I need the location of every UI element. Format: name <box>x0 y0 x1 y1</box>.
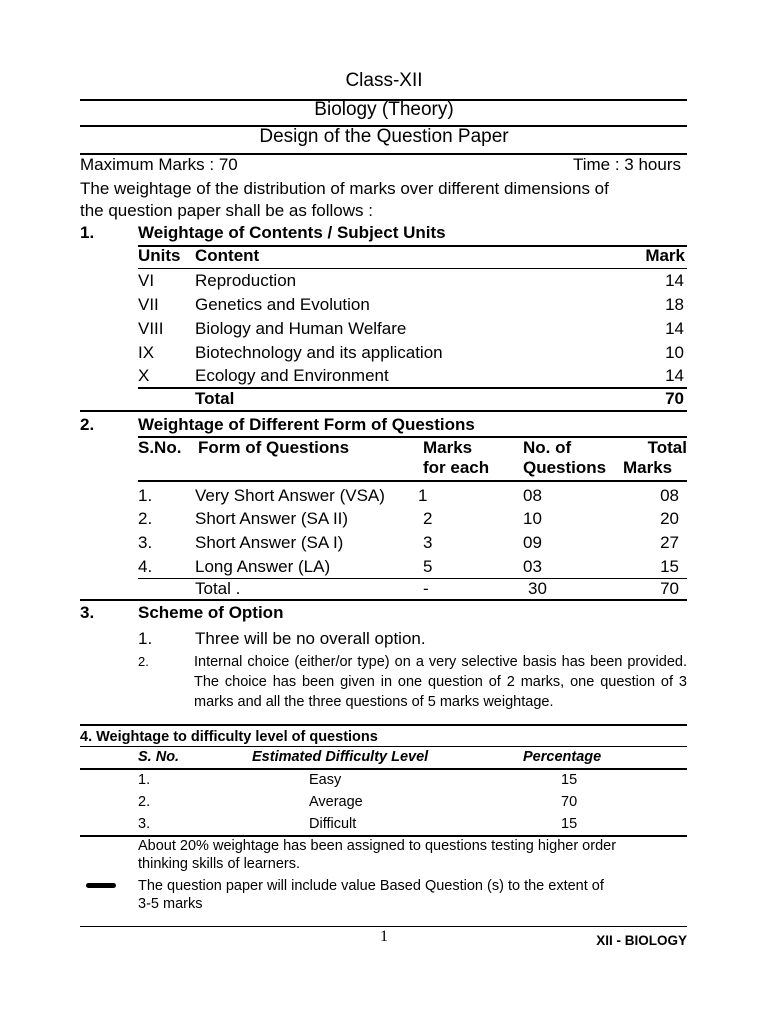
table-cell-unit: VIII <box>138 319 164 338</box>
section-number: 2. <box>80 415 95 434</box>
total-label: Total . <box>195 579 241 598</box>
table-cell-unit: VI <box>138 271 155 290</box>
table-cell-sno: 2. <box>138 509 153 528</box>
table-cell-sno: 4. <box>138 557 153 576</box>
total-label: Total <box>195 389 235 408</box>
running-title: XII - BIOLOGY <box>596 933 687 948</box>
max-marks: Maximum Marks : 70 <box>80 155 238 174</box>
note-text: About 20% weightage has been assigned to questions testing higher order <box>138 838 617 854</box>
table-cell-percentage: 15 <box>561 772 578 788</box>
table-cell-difficulty: Average <box>309 794 363 810</box>
table-cell-total: 15 <box>660 557 679 576</box>
section-title: Scheme of Option <box>138 603 284 622</box>
table-cell-marks: 3 <box>423 533 433 552</box>
section-title: 4. Weightage to difficulty level of questions <box>80 729 378 745</box>
table-cell-mark: 14 <box>665 271 684 290</box>
divider <box>138 480 687 482</box>
intro-text: the question paper shall be as follows : <box>80 201 373 220</box>
table-cell-difficulty: Difficult <box>309 816 357 832</box>
col-header-sno: S. No. <box>138 749 180 765</box>
col-header-percentage: Percentage <box>523 749 602 765</box>
note-text: thinking skills of learners. <box>138 856 300 872</box>
col-header-units: Units <box>138 246 181 265</box>
divider <box>80 768 687 770</box>
table-cell-unit: IX <box>138 343 155 362</box>
table-cell-marks: 5 <box>423 557 433 576</box>
table-cell-sno: 1. <box>138 772 151 788</box>
divider <box>80 835 687 837</box>
table-cell-mark: 14 <box>665 366 684 385</box>
table-cell-no-of-questions: 08 <box>523 486 542 505</box>
table-cell-unit: X <box>138 366 150 385</box>
table-cell-content: Genetics and Evolution <box>195 295 370 314</box>
table-cell-content: Reproduction <box>195 271 297 290</box>
bullet-dash-icon <box>86 883 116 888</box>
table-cell-mark: 18 <box>665 295 684 314</box>
table-cell-content: Biotechnology and its application <box>195 343 443 362</box>
table-cell-total: 20 <box>660 509 679 528</box>
option-item-text: Internal choice (either/or type) on a very selective basis has been provided. The choice has been given in one question of 2 marks, one question of 3 marks and all the three questions of 5 marks weightage. <box>194 654 687 710</box>
table-cell-marks: 1 <box>418 486 428 505</box>
section-number: 3. <box>80 603 95 622</box>
section-title: Weightage of Different Form of Questions <box>138 415 475 434</box>
col-header-form: Form of Questions <box>198 438 350 457</box>
divider <box>80 746 687 747</box>
page-number: 1 <box>380 928 388 945</box>
subject-heading: Biology (Theory) <box>314 99 454 120</box>
option-item-text: Three will be no overall option. <box>195 629 426 648</box>
divider <box>80 724 687 726</box>
col-header-content: Content <box>195 246 260 265</box>
table-cell-percentage: 15 <box>561 816 578 832</box>
table-cell-form: Short Answer (SA II) <box>195 509 349 528</box>
table-cell-form: Short Answer (SA I) <box>195 533 344 552</box>
col-header-difficulty: Estimated Difficulty Level <box>252 749 429 765</box>
time-allowed: Time : 3 hours <box>572 155 681 174</box>
table-cell-sno: 3. <box>138 533 153 552</box>
section-number: 1. <box>80 223 95 242</box>
table-cell-marks: 2 <box>423 509 433 528</box>
col-header-total-marks: Total <box>647 438 687 457</box>
divider <box>80 410 687 412</box>
note-text: 3-5 marks <box>138 896 203 912</box>
divider <box>80 599 687 601</box>
col-header-marks: Marks <box>423 438 473 457</box>
table-cell-difficulty: Easy <box>309 772 342 788</box>
document-title: Design of the Question Paper <box>259 126 509 147</box>
option-item-number: 2. <box>138 654 149 669</box>
table-cell-total: 08 <box>660 486 679 505</box>
table-cell-total: 27 <box>660 533 679 552</box>
col-header-no-of-questions: No. of <box>523 438 572 457</box>
table-cell-percentage: 70 <box>561 794 578 810</box>
table-cell-unit: VII <box>138 295 159 314</box>
option-item-number: 1. <box>138 629 153 648</box>
table-cell-sno: 1. <box>138 486 153 505</box>
table-cell-mark: 10 <box>665 343 684 362</box>
total-marks-dash: - <box>423 579 429 598</box>
section-title: Weightage of Contents / Subject Units <box>138 223 446 242</box>
col-header-marks: for each <box>423 458 490 477</box>
col-header-mark: Mark <box>645 246 685 265</box>
table-cell-form: Very Short Answer (VSA) <box>195 486 385 505</box>
col-header-no-of-questions: Questions <box>523 458 607 477</box>
total-no-of-questions: 30 <box>528 579 547 598</box>
table-cell-no-of-questions: 03 <box>523 557 542 576</box>
col-header-total-marks: Marks <box>623 458 673 477</box>
note-text: The question paper will include value Based Question (s) to the extent of <box>138 878 604 894</box>
total-value: 70 <box>660 579 679 598</box>
table-cell-sno: 3. <box>138 816 151 832</box>
footer-divider <box>80 926 687 927</box>
divider <box>138 268 687 269</box>
intro-text: The weightage of the distribution of marks over different dimensions of <box>80 179 609 198</box>
table-cell-form: Long Answer (LA) <box>195 557 331 576</box>
table-cell-content: Ecology and Environment <box>195 366 389 385</box>
class-heading: Class-XII <box>345 70 423 91</box>
col-header-sno: S.No. <box>138 438 182 457</box>
total-value: 70 <box>665 389 684 408</box>
table-cell-sno: 2. <box>138 794 151 810</box>
table-cell-content: Biology and Human Welfare <box>195 319 407 338</box>
table-cell-mark: 14 <box>665 319 684 338</box>
table-cell-no-of-questions: 10 <box>523 509 542 528</box>
table-cell-no-of-questions: 09 <box>523 533 542 552</box>
